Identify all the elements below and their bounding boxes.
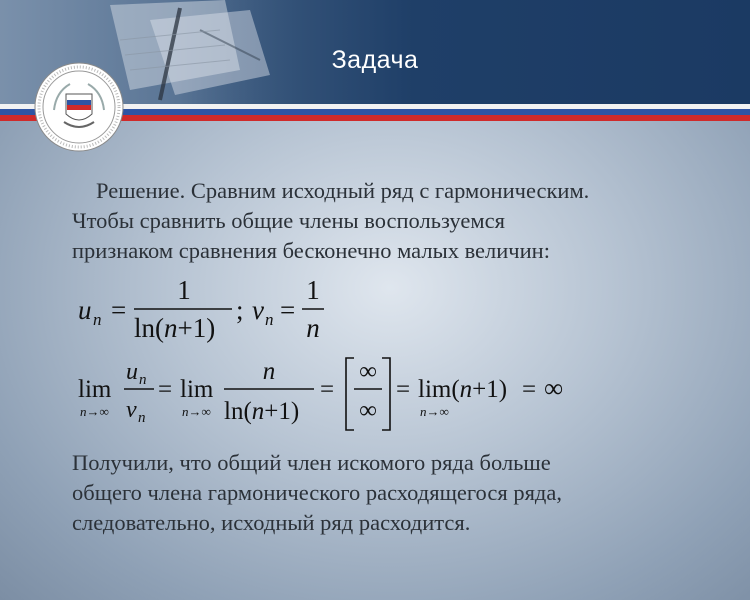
solution-paragraph: [72, 176, 712, 266]
formula-general-terms: [74, 272, 434, 347]
svg-text:=: =: [111, 295, 127, 325]
v-subscript: n: [265, 310, 274, 329]
fraction-1-denominator: ln(n+1): [134, 313, 216, 343]
bracket-denominator: ∞: [359, 397, 377, 424]
slide-title: Задача: [331, 46, 419, 74]
u-subscript: n: [93, 310, 102, 329]
fraction-2-numerator: 1: [306, 275, 320, 305]
fraction-v: v: [126, 397, 137, 423]
lim-1: lim: [78, 376, 112, 403]
infinity-result: ∞: [544, 373, 564, 403]
svg-text:=: =: [320, 376, 335, 403]
lim-3-subscript: n→∞: [420, 404, 449, 419]
solution-line-3: признаком сравнения бесконечно малых величин:: [72, 238, 550, 263]
v-variable: v: [252, 295, 264, 325]
svg-text:=: =: [280, 295, 296, 325]
conclusion-line-2: общего члена гармонического расходящегося ряда,: [72, 480, 562, 505]
svg-text:=: =: [396, 376, 411, 403]
fraction-2-denominator: n: [306, 313, 320, 343]
fraction-n-numerator: n: [262, 358, 276, 385]
fraction-1-numerator: 1: [177, 275, 191, 305]
bracket-numerator: ∞: [359, 358, 377, 385]
solution-line-2: Чтобы сравнить общие члены воспользуемся: [72, 208, 505, 233]
svg-text:=: =: [158, 376, 173, 403]
separator: ;: [236, 295, 244, 325]
u-variable: u: [78, 295, 92, 325]
lim-2: lim: [180, 376, 214, 403]
lim-3: lim(n+1): [418, 376, 508, 403]
fraction-n-denominator: ln(n+1): [224, 398, 300, 425]
svg-text:=: =: [522, 376, 537, 403]
fraction-u: u: [126, 359, 138, 385]
university-seal-icon: [34, 62, 124, 152]
conclusion-line-3: следовательно, исходный ряд расходится.: [72, 510, 471, 535]
lim-1-subscript: n→∞: [80, 404, 109, 419]
lim-2-subscript: n→∞: [182, 404, 211, 419]
conclusion-line-1: Получили, что общий член искомого ряда больше: [72, 450, 551, 475]
svg-text:n: n: [139, 372, 147, 388]
formula-limit-comparison: [74, 352, 634, 437]
solution-line-1: Решение. Сравним исходный ряд с гармоническим.: [96, 178, 590, 203]
conclusion-paragraph: [72, 448, 712, 538]
svg-text:n: n: [138, 410, 146, 426]
